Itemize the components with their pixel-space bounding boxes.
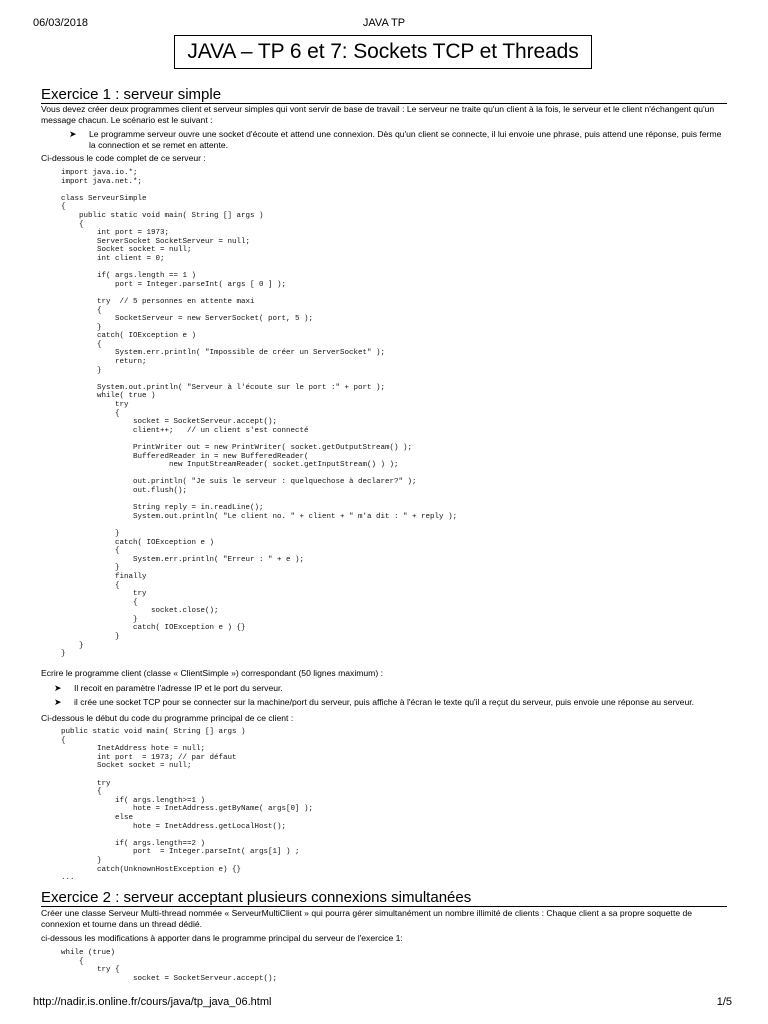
arrow-bullet-icon: ➤	[54, 683, 62, 693]
arrow-bullet-icon: ➤	[69, 129, 77, 139]
exercise-2-code-intro: ci-dessous les modifications à apporter dans le programme principal du serveur de l'exercice 1:	[41, 933, 403, 943]
client-bullet-1	[54, 683, 724, 694]
client-bullet-1-text: Il recoit en paramètre l'adresse IP et le port du serveur.	[74, 683, 283, 693]
exercise-1-intro: Vous devez créer deux programmes client et serveur simples qui vont servir de base de travail : Le serveur ne traite qu'un client à la fois, le serveur et le client n'échangent qu'un message chacun. Le scénario est le suivant :	[41, 104, 715, 125]
print-date: 06/03/2018	[33, 17, 89, 29]
exercise-1-heading: Exercice 1 : serveur simple	[41, 86, 222, 103]
server-code-block: import java.io.*; import java.net.*; class ServeurSimple { public static void main( String [] args ) { int port = 1973; ServerSocket SocketServeur = null; Socket socket = null; int client = 0; if( args.length == 1 ) port = Integer.parseInt( args [ 0 ] ); try // 5 personnes en attente maxi { SocketServeur = new ServerSocket( port, 5 ); } catch( IOException e ) { System.err.println( "Impossible de créer un ServerSocket" ); return; } System.out.println( "Serveur à l'écoute sur le port :" + port ); while( true ) try { socket = SocketServeur.accept(); client++; // un client s'est connecté PrintWriter out = new PrintWriter( socket.getOutputStream() ); BufferedReader in = new BufferedReader( new InputStreamReader( socket.getInputStream() ) ); out.println( "Je suis le serveur : quelquechose à declarer?" ); out.flush(); String reply = in.readLine(); System.out.println( "Le client no. " + client + " m'a dit : " + reply ); } catch( IOException e ) { System.err.println( "Erreur : " + e ); } finally { try { socket.close(); } catch( IOException e ) {} } } }	[61, 169, 458, 659]
exercise-1-bullet	[69, 129, 725, 150]
client-code-intro: Ci-dessous le début du code du programme principal de ce client :	[41, 713, 294, 723]
client-bullet-2	[54, 697, 724, 708]
exercise-2-intro: Créer une classe Serveur Multi-thread nommée « ServeurMultiClient » qui pourra gérer simultanément un nombre illimité de clients : Chaque client a sa propre soquette de connexion et tourne dans un thread dédié.	[41, 908, 693, 929]
exercise-2-divider	[41, 906, 727, 907]
document-title: JAVA – TP 6 et 7: Sockets TCP et Threads	[174, 35, 592, 69]
exercise-2-code-block: while (true) { try { socket = SocketServeur.accept();	[61, 949, 278, 983]
page-number: 1/5	[716, 996, 732, 1008]
arrow-bullet-icon: ➤	[54, 697, 62, 707]
client-bullet-2-text: il crée une socket TCP pour se connecter sur la machine/port du serveur, puis affiche à l'écran le texte qu'il a reçut du serveur, puis envoie une réponse au serveur.	[74, 697, 694, 707]
exercise-1-bullet-text: Le programme serveur ouvre une socket d'écoute et attend une connexion. Dès qu'un client se connecte, il lui envoie une phrase, puis attend une réponse, puis ferme la connection et se remet en attente.	[89, 129, 722, 150]
client-task: Ecrire le programme client (classe « ClientSimple ») correspondant (50 lignes maximum) :	[41, 668, 383, 678]
server-code-intro: Ci-dessous le code complet de ce serveur :	[41, 153, 206, 163]
page-url[interactable]: http://nadir.is.online.fr/cours/java/tp_java_06.html	[33, 996, 272, 1008]
client-code-block: public static void main( String [] args ) { InetAddress hote = null; int port = 1973; // par défaut Socket socket = null; try { if( args.length>=1 ) hote = InetAddress.getByName( args[0] ); else hote = InetAddress.getLocalHost(); if( args.length==2 ) port = Integer.parseInt( args[1] ) ; } catch(UnknownHostException e) {} ...	[61, 728, 314, 883]
exercise-2-heading: Exercice 2 : serveur acceptant plusieurs connexions simultanées	[41, 889, 472, 906]
print-page-title: JAVA TP	[362, 17, 406, 29]
